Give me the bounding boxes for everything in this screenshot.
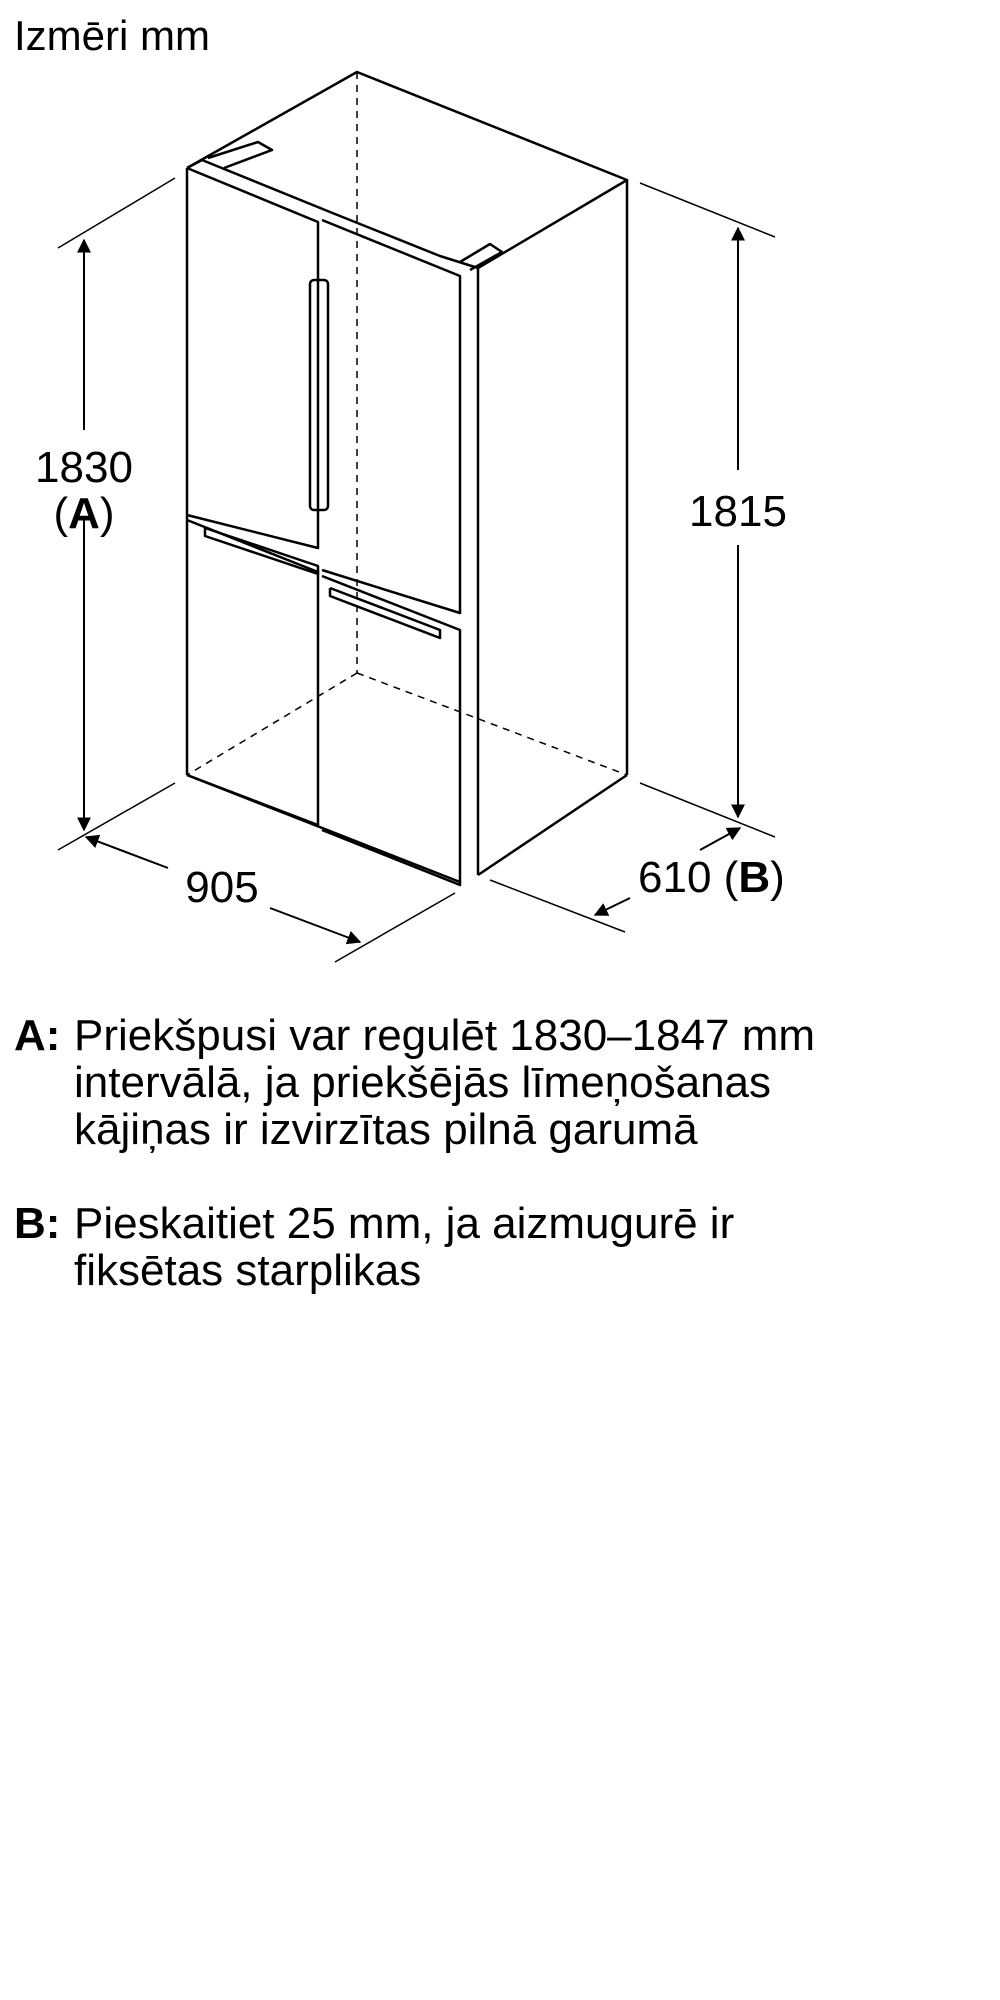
fridge-top-face (187, 72, 627, 268)
hidden-edges (187, 72, 627, 775)
depth-arrow-back (700, 828, 740, 850)
note-a-key: A: (14, 1011, 61, 1060)
ext-depth-front (490, 880, 625, 932)
fridge-drawing (187, 72, 627, 885)
width-arrow-right (270, 908, 360, 942)
fridge-side-bottom-edge (478, 775, 627, 875)
upper-left-door (187, 168, 318, 548)
ext-top-right (640, 183, 775, 237)
note-a-line: Priekšpusi var regulēt 1830–1847 mm (74, 1011, 816, 1060)
hidden-back-bottom (357, 673, 627, 775)
lower-right-handle (330, 588, 440, 638)
width-dimension (86, 837, 360, 942)
ext-bottom-left (58, 783, 175, 850)
ext-bottom-right (640, 783, 775, 837)
note-a-text (74, 1012, 974, 1153)
depth-dimension (595, 828, 785, 915)
note-b-line: fiksētas starplikas (74, 1246, 422, 1295)
depth-arrow-front (595, 898, 630, 915)
door-top-lip (187, 160, 478, 268)
hidden-left-bottom (187, 673, 357, 775)
width-arrow-left (86, 837, 168, 868)
note-a-line: kājiņas ir izvirzītas pilnā garumā (74, 1105, 698, 1154)
note-b-text (74, 1200, 974, 1294)
page-title: Izmēri mm (14, 12, 210, 59)
ext-front-right (335, 893, 455, 962)
ext-top-left (58, 178, 175, 248)
note-b-key: B: (14, 1199, 61, 1248)
height-back-dimension (689, 228, 787, 817)
depth-label: 610 (B) (638, 853, 785, 902)
height-front-label: 1830 (35, 443, 133, 492)
height-front-dimension (35, 240, 133, 830)
note-b-line: Pieskaitiet 25 mm, ja aizmugurē ir (74, 1199, 735, 1248)
width-label: 905 (185, 863, 259, 912)
lower-left-door (187, 520, 318, 825)
note-a-line: intervālā, ja priekšējās līmeņošanas (74, 1058, 772, 1107)
extension-lines (58, 178, 775, 962)
height-back-label: 1815 (689, 487, 787, 536)
height-front-ref: (A) (53, 489, 115, 538)
top-hinge-left (208, 142, 272, 168)
lower-right-door (322, 576, 460, 885)
upper-right-door (322, 220, 460, 613)
